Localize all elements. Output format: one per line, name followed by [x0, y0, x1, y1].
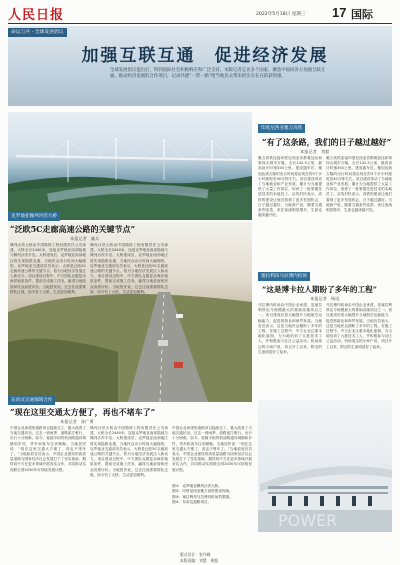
story-body-1a: 佩列沙茨大桥由中国路桥工程有限责任公司承建，大桥全长2440米，连接克罗地亚南部陆地与佩列沙茨半岛。大桥建成后，克罗地亚南部地区将实现陆路连通，当地民众出行时间大幅缩短。克罗地亚交通部官员表示，大桥是泛欧5C走廊高速公路的关键节点，将为当地经济发展注入新动力。项目建设过程中，中方团队克服复杂海洋地质条件，提前完成施工任务，赢得当地政府和民众高度评价。当地居民说，过去往返需要排队过境，如今有了大桥，生活更加便利。 — [10, 243, 86, 294]
masthead-rule — [8, 23, 392, 24]
story-body-3b: 马拉博内机场由中国企业承建，是塞拉利昂迄今规模最大的基础设施项目之一。项目建成后将大幅提升当地航空运输能力，促进旅游业和商贸发展。当地官员表示，这是当地民众期盼了多年的工程。在施工过程中，中方企业注重本地化雇佣，为当地培训了大批技术工人，并积极参与社区公益活动。机场周边的小商户说，项目开工以来，附近的生意明显好了起来。 — [326, 303, 392, 349]
story-body-2b: 雅万高铁连接印度尼西亚首都雅加达和第四大城市万隆，全长142.3公里，最高设计时速350公里。建成通车后，雅加达到万隆的出行时间将由现在的3个多小时缩短至40分钟左右。项目建设带动了当地就业和产业发展，累计为当地提供了大量工作岗位，培养了一批掌握先进技术的本地员工。沿线村民表示，高铁的建设让他们看到了更多发展机会，日子越过越好。当地商户说，随着交通条件改善，来往客流明显增多，生意也越来越兴旺。 — [326, 156, 392, 213]
caption-2: 图②：印度尼西亚雅万高铁建设现场。 — [172, 489, 233, 494]
section-name: 国际 — [351, 8, 373, 21]
watermark-text: POWER — [278, 511, 338, 530]
story-body-4b: 佩列沙茨大桥由中国路桥工程有限责任公司承建，大桥全长2440米，连接克罗地亚南部陆地与佩列沙茨半岛。大桥建成后，克罗地亚南部地区将实现陆路连通，当地民众出行时间大幅缩短。克罗地亚交通部官员表示，大桥是泛欧5C走廊高速公路的关键节点，将为当地经济发展注入新动力。项目建设过程中，中方团队克服复杂海洋地质条件，提前完成施工任务，赢得当地政府和民众高度评价。当地居民说，过去往返需要排队过境，如今有了大桥，生活更加便利。 — [90, 426, 168, 477]
airport-photo — [258, 400, 392, 532]
photo-captions — [172, 484, 254, 524]
story-label-3: 塞拉利昂马拉博内机场 — [258, 272, 310, 281]
caption-1: 图①：克罗地亚佩列沙茨大桥。 — [172, 484, 222, 488]
story-label-1: 克罗地亚佩列沙茨大桥 — [8, 212, 60, 221]
masthead — [8, 4, 392, 22]
story-title-1: “泛欧5C走廊高速公路的关键节点” — [10, 224, 136, 234]
story-byline-3: 本报记者 杨迅 — [310, 296, 340, 301]
story-body-1b: 佩列沙茨大桥由中国路桥工程有限责任公司承建，大桥全长2440米，连接克罗地亚南部陆地与佩列沙茨半岛。大桥建成后，克罗地亚南部地区将实现陆路连通，当地民众出行时间大幅缩短。克罗地亚交通部官员表示，大桥是泛欧5C走廊高速公路的关键节点，将为当地经济发展注入新动力。项目建设过程中，中方团队克服复杂海洋地质条件，提前完成施工任务，赢得当地政府和民众高度评价。当地居民说，过去往返需要排队过境，如今有了大桥，生活更加便利。 — [90, 243, 168, 294]
airport-photo-art — [258, 400, 392, 532]
bridge-photo-art — [8, 112, 252, 220]
story-body-4a: 中国企业承建的道路项目陆续完工，极大改善了当地交通状况。过去一到雨季，道路泥泞难行，出行十分困难。如今，宽阔平坦的柏油路通向城镇和乡村，货车和客车往来顺畅。当地居民说：“现在这里交通太方便了，再也不堵车了。”当地政府官员表示，中国企业建设的高质量道路为国家经济社会发展打下了坚实基础，期待同中方在更多领域开展务实合作，共同推动实现联合国2030年可持续发展议程。 — [10, 426, 86, 472]
story-label-4: 东帝汶交通领域合作 — [8, 396, 55, 405]
story-byline-1: 本报记者 戴兵 — [70, 236, 100, 241]
story-byline-2: 本报记者 刘毅 — [300, 149, 330, 154]
design-credit: 版式设计：张丹峰 — [180, 552, 211, 557]
page-headline: 加强互联互通 促进经济发展 — [81, 46, 329, 66]
top-banner — [8, 26, 392, 106]
feature-tag: 命运与共 · 全球发展倡议 — [8, 28, 67, 37]
caption-3: 图③：塞拉利昂马拉博内机场效果图。 — [172, 494, 233, 499]
story-body-2a: 雅万高铁连接印度尼西亚首都雅加达和第四大城市万隆，全长142.3公里，最高设计时速350公里。建成通车后，雅加达到万隆的出行时间将由现在的3个多小时缩短至40分钟左右。项目建设带动了当地就业和产业发展，累计为当地提供了大量工作岗位，培养了一批掌握先进技术的本地员工。沿线村民表示，高铁的建设让他们看到了更多发展机会，日子越过越好。当地商户说，随着交通条件改善，来往客流明显增多，生意也越来越兴旺。 — [258, 156, 322, 218]
caption-4: 图④：东帝汶道路项目。 — [172, 500, 212, 505]
story-byline-4: 本报记者 孙广勇 — [60, 419, 94, 424]
story-label-2: 印度尼西亚雅万高铁 — [258, 124, 305, 133]
date-line: 2022年5月18日 星期三 — [256, 12, 306, 17]
story-title-2: “有了这条路，我们的日子越过越好” — [262, 137, 392, 147]
story-body-3a: 马拉博内机场由中国企业承建，是塞拉利昂迄今规模最大的基础设施项目之一。项目建成后将大幅提升当地航空运输能力，促进旅游业和商贸发展。当地官员表示，这是当地民众期盼了多年的工程。在施工过程中，中方企业注重本地化雇佣，为当地培训了大批技术工人，并积极参与社区公益活动。机场周边的小商户说，项目开工以来，附近的生意明显好了起来。 — [258, 303, 322, 354]
page-number: 17 — [332, 5, 347, 20]
newspaper-logo: 人民日报 — [8, 8, 65, 23]
editor-credit: 本版责编：刘慧 黄超 — [180, 558, 218, 563]
story-title-3: “这是博卡拉人期盼了多年的工程” — [262, 285, 378, 294]
story-title-4: “现在这里交通太方便了，再也不堵车了” — [10, 407, 156, 417]
bridge-photo — [8, 112, 252, 220]
story-body-4c: 中国企业承建的道路项目陆续完工，极大改善了当地交通状况。过去一到雨季，道路泥泞难行，出行十分困难。如今，宽阔平坦的柏油路通向城镇和乡村，货车和客车往来顺畅。当地居民说：“现在这里交通太方便了，再也不堵车了。”当地政府官员表示，中国企业建设的高质量道路为国家经济社会发展打下了坚实基础，期待同中方在更多领域开展务实合作，共同推动实现联合国2030年可持续发展议程。 — [172, 426, 252, 472]
lead-paragraph: 全球发展倡议提出后，得到国际社会积极响应和广泛支持。本版记者走访多个国家，聚焦中国同各方加强互联互通、推动经济发展的合作项目，记录共建“一带一路”给当地民众带来的实实在在的获得感。 — [110, 68, 326, 80]
